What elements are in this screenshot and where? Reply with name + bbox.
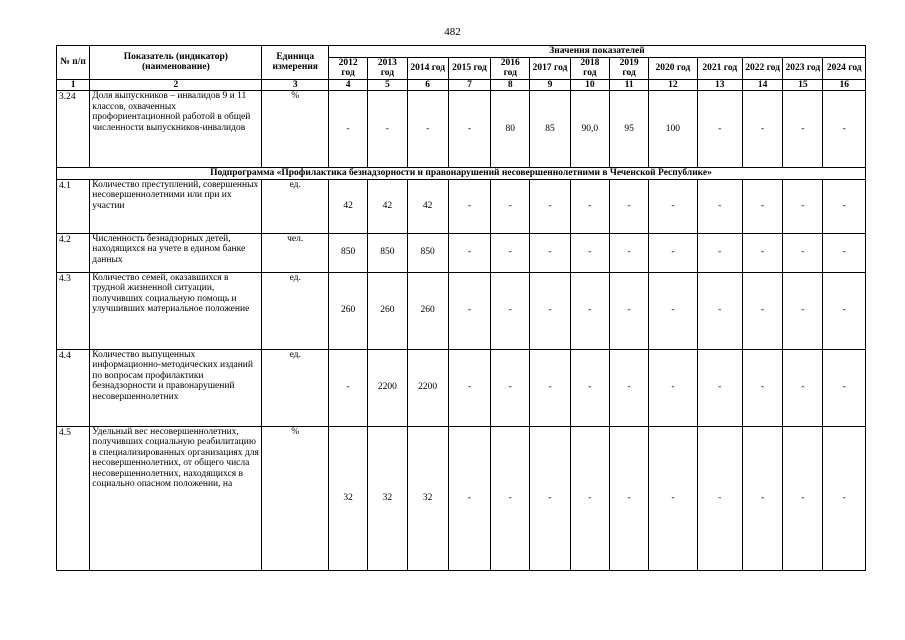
- row-value: -: [697, 426, 742, 570]
- header-column-number: 8: [491, 79, 530, 91]
- row-value: -: [697, 179, 742, 233]
- header-year: 2020 год: [649, 57, 697, 79]
- table-row: [57, 349, 866, 426]
- row-value: -: [649, 179, 697, 233]
- row-value: 260: [368, 272, 407, 349]
- header-column-number: 12: [649, 79, 697, 91]
- row-value: -: [742, 233, 782, 272]
- row-value: 850: [328, 233, 367, 272]
- row-value: -: [823, 233, 866, 272]
- header-year: 2015 год: [448, 57, 490, 79]
- row-value: -: [570, 349, 609, 426]
- row-indicator: Удельный вес несовершеннолетних, получивших социальную реабилитацию в специализированных организациях для несовершеннолетних, от общего числа несовершеннолетних, находящихся в социально опасном положении, на: [90, 426, 262, 570]
- header-column-number: 3: [262, 79, 328, 91]
- header-column-number: 16: [823, 79, 866, 91]
- row-indicator: Доля выпускников – инвалидов 9 и 11 классов, охваченных профориентационной работой в общей численности выпускников-инвалидов: [90, 91, 262, 168]
- row-value: -: [609, 179, 648, 233]
- row-value: -: [609, 349, 648, 426]
- row-value: 85: [530, 91, 570, 168]
- header-values-title: Значения показателей: [328, 46, 865, 58]
- table-row: [57, 179, 866, 233]
- row-value: -: [530, 179, 570, 233]
- table-row: [57, 91, 866, 168]
- row-indicator: Количество выпущенных информационно-методических изданий по вопросам профилактики безнадзорности и правонарушений несовершеннолетних: [90, 349, 262, 426]
- row-value: -: [570, 272, 609, 349]
- row-value: -: [783, 272, 823, 349]
- row-unit: ед.: [262, 349, 328, 426]
- indicators-table: [56, 45, 866, 571]
- row-value: 32: [407, 426, 448, 570]
- row-value: 2200: [368, 349, 407, 426]
- row-value: -: [570, 233, 609, 272]
- row-value: -: [783, 349, 823, 426]
- row-value: 42: [328, 179, 367, 233]
- row-value: -: [407, 91, 448, 168]
- row-value: -: [823, 91, 866, 168]
- row-value: -: [697, 272, 742, 349]
- header-column-number: 9: [530, 79, 570, 91]
- row-value: -: [649, 349, 697, 426]
- header-year: 2018 год: [570, 57, 609, 79]
- row-unit: чел.: [262, 233, 328, 272]
- row-value: 260: [407, 272, 448, 349]
- row-value: -: [609, 272, 648, 349]
- row-value: -: [448, 233, 490, 272]
- row-indicator: Количество преступлений, совершенных несовершеннолетними или при их участии: [90, 179, 262, 233]
- row-value: -: [783, 91, 823, 168]
- header-column-number: 13: [697, 79, 742, 91]
- row-indicator: Численность безнадзорных детей, находящихся на учете в едином банке данных: [90, 233, 262, 272]
- row-value: -: [448, 272, 490, 349]
- row-value: 32: [368, 426, 407, 570]
- header-column-number: 1: [57, 79, 90, 91]
- row-indicator: Количество семей, оказавшихся в трудной жизненной ситуации, получивших социальную помощь и улучшивших материальное положение: [90, 272, 262, 349]
- row-value: -: [448, 91, 490, 168]
- row-value: -: [823, 349, 866, 426]
- row-value: -: [491, 272, 530, 349]
- header-year: 2014 год: [407, 57, 448, 79]
- row-value: 90,0: [570, 91, 609, 168]
- row-value: -: [823, 426, 866, 570]
- row-value: 100: [649, 91, 697, 168]
- header-column-number: 15: [783, 79, 823, 91]
- row-value: -: [530, 349, 570, 426]
- row-value: -: [609, 233, 648, 272]
- subprogram-row: [57, 168, 866, 180]
- row-number: 4.3: [57, 272, 90, 349]
- row-value: -: [649, 272, 697, 349]
- row-value: -: [328, 91, 367, 168]
- table-row: [57, 233, 866, 272]
- row-value: -: [448, 179, 490, 233]
- row-value: -: [742, 349, 782, 426]
- row-value: -: [491, 349, 530, 426]
- header-year: 2012 год: [328, 57, 367, 79]
- row-value: 95: [609, 91, 648, 168]
- header-column-number: 7: [448, 79, 490, 91]
- row-value: -: [530, 426, 570, 570]
- row-value: -: [491, 426, 530, 570]
- row-value: -: [823, 272, 866, 349]
- row-unit: %: [262, 91, 328, 168]
- header-year: 2017 год: [530, 57, 570, 79]
- row-number: 3.24: [57, 91, 90, 168]
- row-value: 42: [407, 179, 448, 233]
- row-value: 32: [328, 426, 367, 570]
- header-indicator: Показатель (индикатор) (наименование): [90, 46, 262, 80]
- row-value: -: [649, 426, 697, 570]
- row-value: -: [697, 233, 742, 272]
- row-value: -: [570, 426, 609, 570]
- row-value: -: [448, 349, 490, 426]
- header-year: 2016 год: [491, 57, 530, 79]
- header-column-number: 5: [368, 79, 407, 91]
- header-year: 2022 год: [742, 57, 782, 79]
- row-unit: %: [262, 426, 328, 570]
- header-year: 2013 год: [368, 57, 407, 79]
- header-column-number: 6: [407, 79, 448, 91]
- row-value: -: [783, 179, 823, 233]
- row-value: -: [742, 426, 782, 570]
- row-value: 2200: [407, 349, 448, 426]
- row-value: -: [491, 179, 530, 233]
- header-unit: Единица измерения: [262, 46, 328, 80]
- row-value: -: [697, 349, 742, 426]
- row-value: -: [491, 233, 530, 272]
- row-value: 850: [407, 233, 448, 272]
- row-value: -: [649, 233, 697, 272]
- header-year: 2019 год: [609, 57, 648, 79]
- row-number: 4.1: [57, 179, 90, 233]
- header-column-number: 2: [90, 79, 262, 91]
- row-value: -: [328, 349, 367, 426]
- row-value: 80: [491, 91, 530, 168]
- row-value: -: [530, 233, 570, 272]
- row-value: -: [368, 91, 407, 168]
- row-value: -: [783, 426, 823, 570]
- row-value: -: [530, 272, 570, 349]
- header-column-number: 10: [570, 79, 609, 91]
- row-number: 4.4: [57, 349, 90, 426]
- row-value: 260: [328, 272, 367, 349]
- row-number: 4.2: [57, 233, 90, 272]
- row-value: -: [570, 179, 609, 233]
- row-number: 4.5: [57, 426, 90, 570]
- row-value: -: [448, 426, 490, 570]
- header-num: № п/п: [57, 46, 90, 80]
- header-year: 2023 год: [783, 57, 823, 79]
- table-row: [57, 426, 866, 570]
- row-value: -: [742, 91, 782, 168]
- row-unit: ед.: [262, 272, 328, 349]
- row-value: 42: [368, 179, 407, 233]
- row-value: -: [783, 233, 823, 272]
- row-unit: ед.: [262, 179, 328, 233]
- row-value: -: [742, 179, 782, 233]
- header-year: 2024 год: [823, 57, 866, 79]
- header-year: 2021 год: [697, 57, 742, 79]
- row-value: -: [697, 91, 742, 168]
- subprogram-title: Подпрограмма «Профилактика безнадзорности и правонарушений несовершеннолетними в Чеченской Республике»: [57, 168, 866, 180]
- page-number: 482: [444, 26, 461, 38]
- header-column-number: 4: [328, 79, 367, 91]
- table-row: [57, 272, 866, 349]
- row-value: 850: [368, 233, 407, 272]
- header-column-number: 11: [609, 79, 648, 91]
- row-value: -: [823, 179, 866, 233]
- header-column-number: 14: [742, 79, 782, 91]
- row-value: -: [742, 272, 782, 349]
- row-value: -: [609, 426, 648, 570]
